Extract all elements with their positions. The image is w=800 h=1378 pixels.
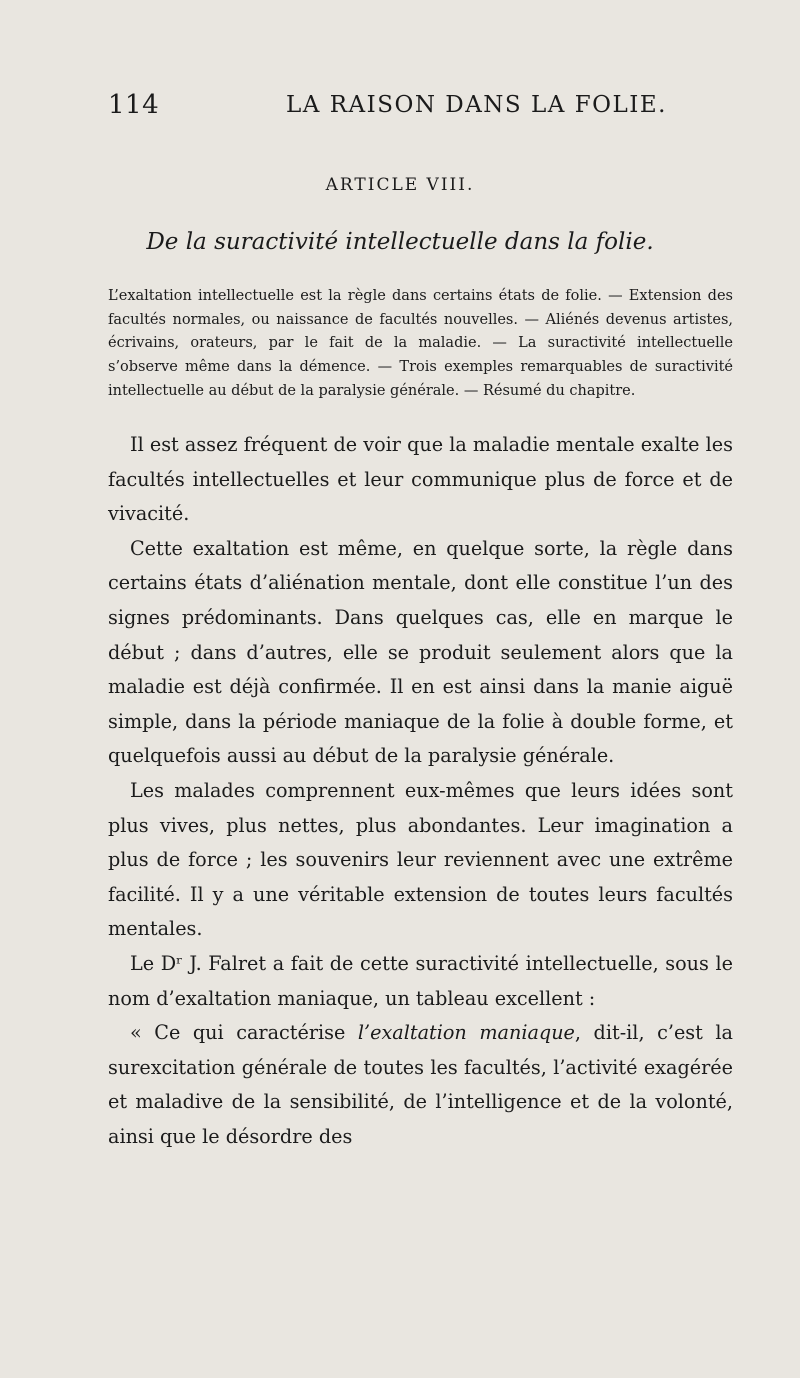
article-label: ARTICLE VIII. <box>325 175 475 195</box>
paragraph-1: Il est assez fréquent de voir que la maladie mentale exalte les facultés intellectuelles et leur communique plus de force et de vivacité. <box>108 433 733 526</box>
summary-text: L’exaltation intellectuelle est la règle dans certains états de folie. — Extension des facultés normales, ou naissance de facultés nouvelles. — Aliénés devenus artistes, écrivains, orateurs, par le fait de la maladie. — La suractivité intellectuelle s’observe même dans la démence. — Trois exemples remarquables de suractivité intellectuelle au début de la paralysie générale. — Résumé du chapitre. <box>108 288 733 399</box>
paragraph-4: Le Dʳ J. Falret a fait de cette suractivité intellectuelle, sous le nom d’exaltation maniaque, un tableau excellent : <box>108 951 733 1010</box>
body-text <box>108 428 733 1154</box>
paragraph-5-italic: l’exaltation maniaque <box>357 1021 575 1045</box>
paragraph-2: Cette exaltation est même, en quelque sorte, la règle dans certains états d’aliénation mentale, dont elle constitue l’un des signes prédominants. Dans quelques cas, elle en marque le début ; dans d’autres, elle se produit seulement alors que la maladie est déjà confirmée. Il en est ainsi dans la manie aiguë simple, dans la période maniaque de la folie à double forme, et quelquefois aussi au début de la paralysie générale. <box>108 536 733 768</box>
paragraph-5 <box>108 1016 733 1154</box>
paragraph-3: Les malades comprennent eux-mêmes que leurs idées sont plus vives, plus nettes, plus abondantes. Leur imagination a plus de force ; les souvenirs leur reviennent avec une extrême facilité. Il y a une véritable extension de toutes leurs facultés mentales. <box>108 778 733 941</box>
running-title: LA RAISON DANS LA FOLIE. <box>286 92 667 118</box>
chapter-summary <box>108 285 733 404</box>
chapter-title: De la suractivité intellectuelle dans la folie. <box>146 229 654 255</box>
paragraph-5-end: , dit-il, c’est la surexcitation générale de toutes les facultés, l’activité exagérée et maladive de la sensibilité, de l’intelligence et de la volonté, ainsi que le désordre des <box>108 1021 733 1148</box>
paragraph-5-start: « Ce qui caractérise <box>130 1021 358 1045</box>
page-number: 114 <box>108 90 160 120</box>
